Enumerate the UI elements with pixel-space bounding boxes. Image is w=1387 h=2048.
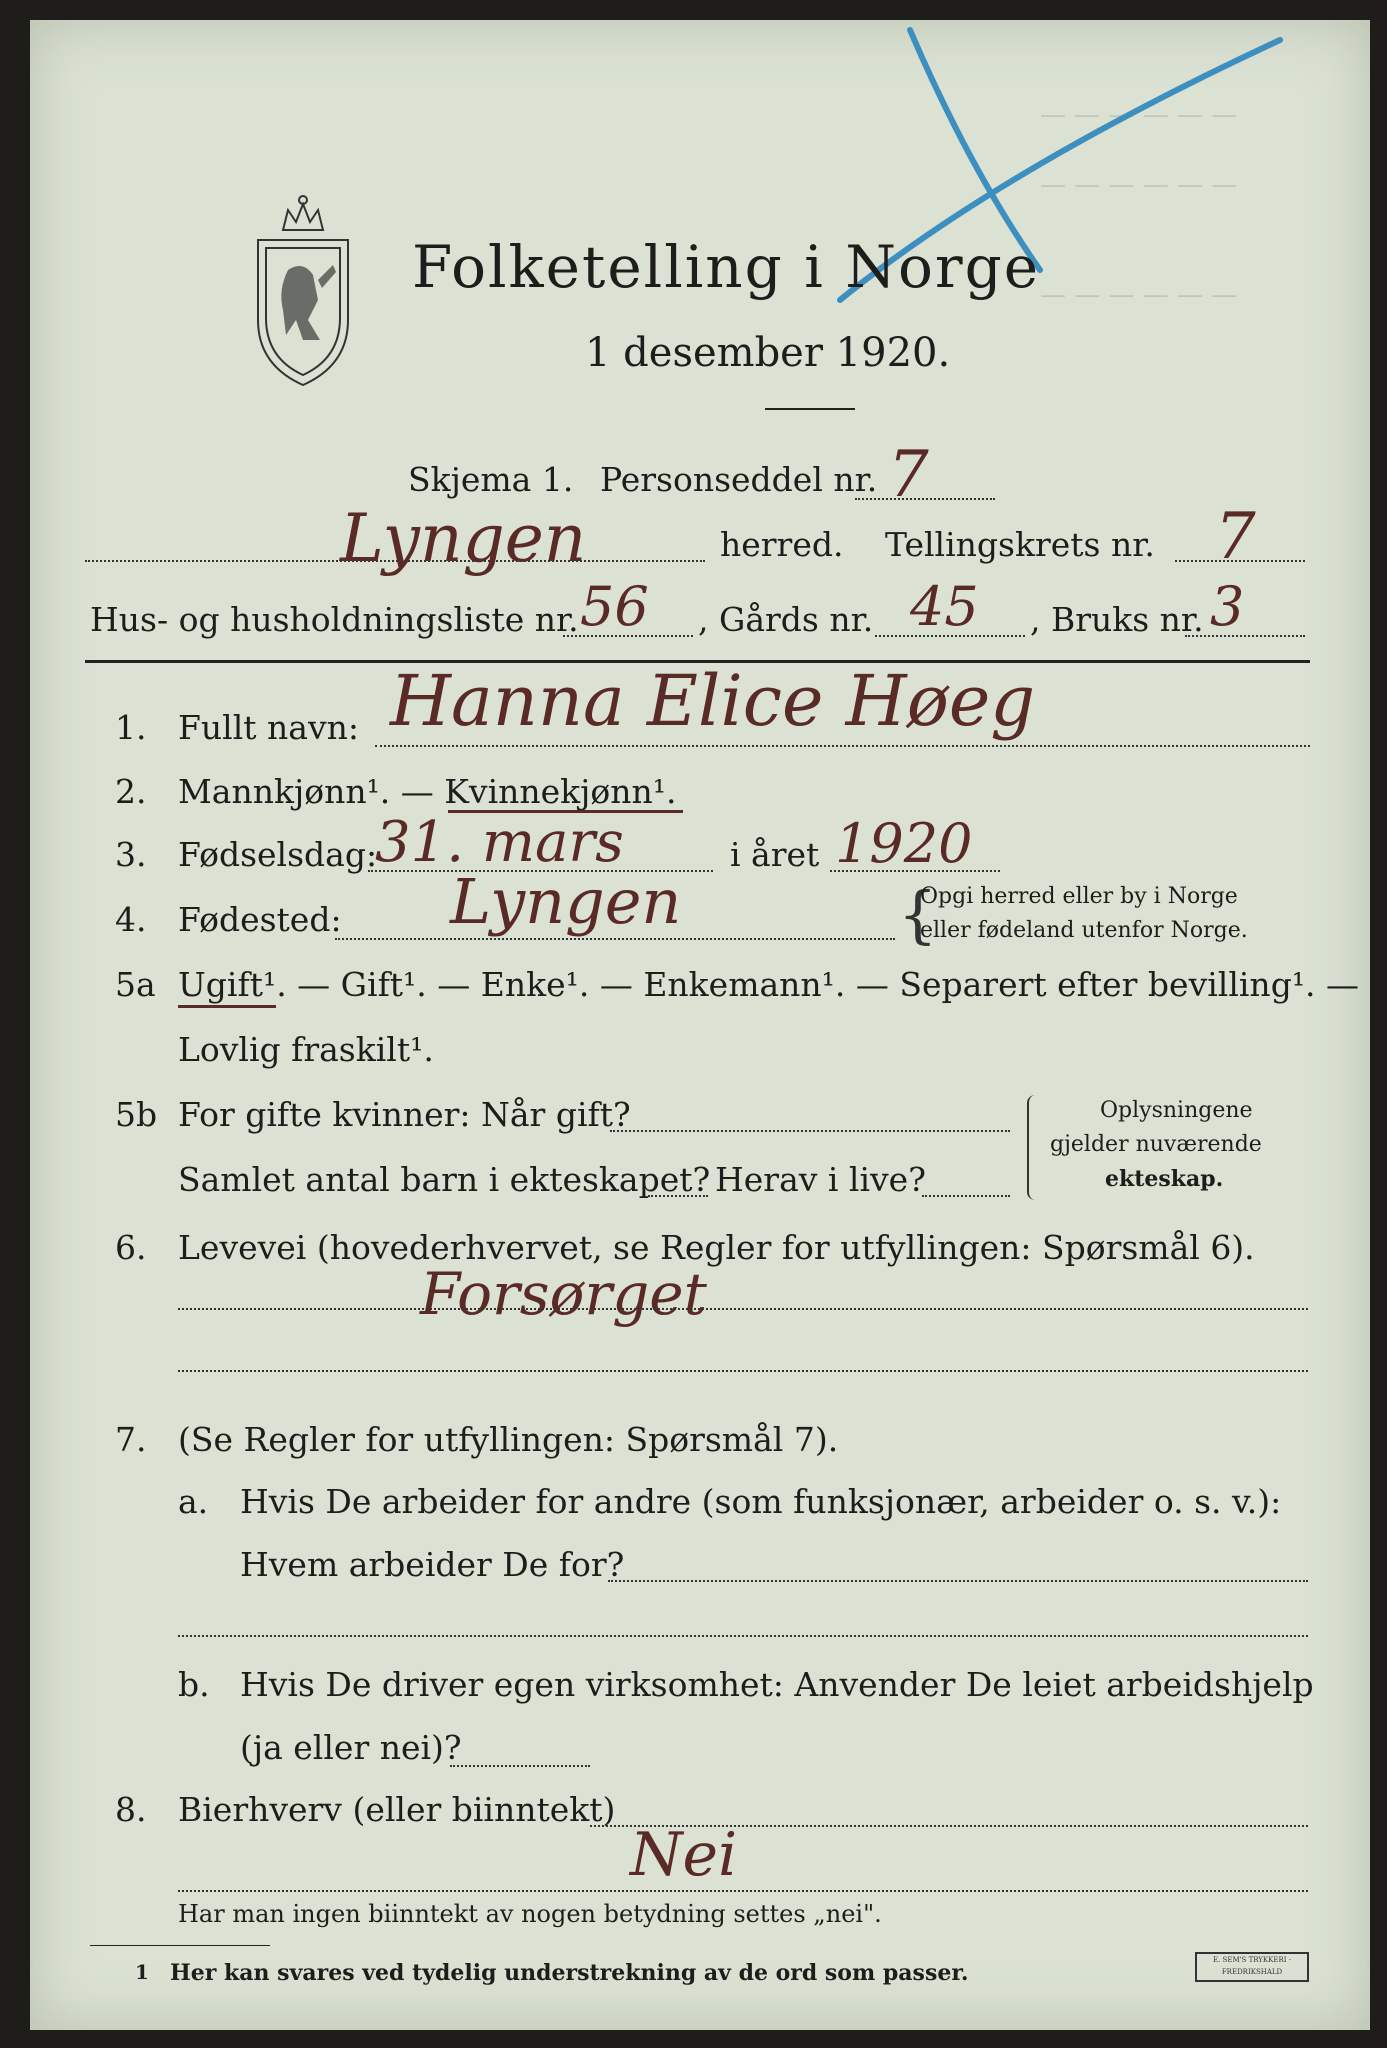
bleed-through-text: — — — — — — — [1040, 280, 1238, 310]
q5b-alive-line — [922, 1195, 1010, 1197]
q4-note-line1: Opgi herred eller by i Norge — [920, 884, 1238, 909]
q7a-line — [608, 1580, 1308, 1582]
footnote-text: Her kan svares ved tydelig understrekning av de ord som passer. — [170, 1960, 969, 1986]
q1-number: 1. — [115, 708, 147, 747]
q5b-line1: For gifte kvinner: Når gift? — [178, 1095, 631, 1134]
q1-label: Fullt navn: — [178, 708, 359, 747]
q5b-note-line1: Oplysningene — [1100, 1098, 1253, 1123]
q4-label: Fødested: — [178, 900, 342, 939]
q4-value-birthplace: Lyngen — [450, 865, 682, 938]
form-title: Folketelling i Norge — [412, 233, 1041, 301]
q5b-married-line — [610, 1130, 1010, 1132]
q5a-line2: Lovlig fraskilt¹. — [178, 1030, 434, 1069]
q7b-line — [450, 1765, 590, 1767]
q7a-line2: Hvem arbeider De for? — [240, 1545, 625, 1584]
q8-value-side-income: Nei — [630, 1820, 738, 1890]
q7b-line2: (ja eller nei)? — [240, 1728, 462, 1767]
q4-line — [335, 938, 895, 940]
tellingskrets-value: 7 — [1215, 500, 1256, 574]
q3-value-date: 31. mars — [375, 810, 624, 875]
bruks-line — [1185, 635, 1305, 637]
q6-value-occupation: Forsørget — [420, 1260, 707, 1328]
q8-label: Bierhverv (eller biinntekt) — [178, 1790, 616, 1829]
herred-label: herred. — [720, 525, 844, 564]
printer-stamp: E. SEM'S TRYKKERI · FREDRIKSHALD — [1195, 1952, 1309, 1982]
schema-label: Skjema 1. — [408, 460, 574, 499]
q5b-note-line2: gjelder nuværende — [1050, 1132, 1262, 1157]
husliste-label: Hus- og husholdningsliste nr. — [90, 600, 579, 639]
q3-value-year: 1920 — [835, 812, 973, 875]
q4-note-line2: eller fødeland utenfor Norge. — [920, 918, 1248, 943]
gards-label: , Gårds nr. — [698, 600, 874, 639]
coat-of-arms-icon — [248, 190, 358, 390]
bleed-through-text: — — — — — — — [1040, 100, 1238, 130]
q3-label: Fødselsdag: — [178, 835, 378, 874]
q3-year-label: i året — [730, 835, 820, 874]
q8-line2 — [178, 1890, 1308, 1892]
q7b-line1: Hvis De driver egen virksomhet: Anvender De leiet arbeidshjelp — [240, 1665, 1314, 1704]
q8-number: 8. — [115, 1790, 147, 1829]
form-date: 1 desember 1920. — [585, 330, 951, 376]
q5a-line1: Ugift¹. — Gift¹. — Enke¹. — Enkemann¹. — Separert efter bevilling¹. — — [178, 965, 1360, 1004]
q6-label: Levevei (hovederhvervet, se Regler for utfyllingen: Spørsmål 6). — [178, 1228, 1255, 1267]
personseddel-label: Personseddel nr. — [600, 460, 878, 499]
q3-number: 3. — [115, 835, 147, 874]
q1-value-full-name: Hanna Elice Høeg — [390, 660, 1036, 742]
footnote-number: 1 — [135, 1960, 149, 1984]
q7a-line1: Hvis De arbeider for andre (som funksjonær, arbeider o. s. v.): — [240, 1482, 1282, 1521]
personseddel-value: 7 — [888, 438, 929, 512]
q4-brace: { — [898, 878, 938, 951]
bruks-label: , Bruks nr. — [1030, 600, 1204, 639]
q7-label: (Se Regler for utfyllingen: Spørsmål 7). — [178, 1420, 839, 1459]
gards-value: 45 — [910, 575, 979, 638]
herred-value: Lyngen — [340, 500, 587, 577]
bleed-through-text: — — — — — — — [1040, 170, 1238, 200]
q6-line1 — [178, 1308, 1308, 1310]
q5b-note-line3: ekteskap. — [1105, 1166, 1224, 1192]
husliste-value: 56 — [580, 575, 649, 638]
q5b-number: 5b — [115, 1095, 158, 1134]
q5a-underline-ugift — [178, 1005, 276, 1008]
q1-line — [375, 745, 1310, 747]
footer-note: Har man ingen biinntekt av nogen betydning settes „nei". — [178, 1900, 882, 1928]
title-divider — [765, 408, 855, 410]
tellingskrets-label: Tellingskrets nr. — [885, 525, 1155, 564]
q5b-bracket — [1027, 1095, 1039, 1200]
q7a-extra-line — [178, 1635, 1308, 1637]
q6-number: 6. — [115, 1228, 147, 1267]
q5a-number: 5a — [115, 965, 156, 1004]
q6-line2 — [178, 1370, 1308, 1372]
q5b-line2b: Herav i live? — [715, 1160, 926, 1199]
bruks-value: 3 — [1210, 575, 1245, 638]
q7a-letter: a. — [178, 1482, 209, 1521]
q2-number: 2. — [115, 772, 147, 811]
q5b-line2a: Samlet antal barn i ekteskapet? — [178, 1160, 711, 1199]
q5b-children-line — [648, 1195, 708, 1197]
footnote-divider — [90, 1945, 270, 1946]
q7-number: 7. — [115, 1420, 147, 1459]
census-form-sheet — [30, 20, 1370, 2030]
q2-label: Mannkjønn¹. — Kvinnekjønn¹. — [178, 772, 677, 811]
q4-number: 4. — [115, 900, 147, 939]
q7b-letter: b. — [178, 1665, 210, 1704]
